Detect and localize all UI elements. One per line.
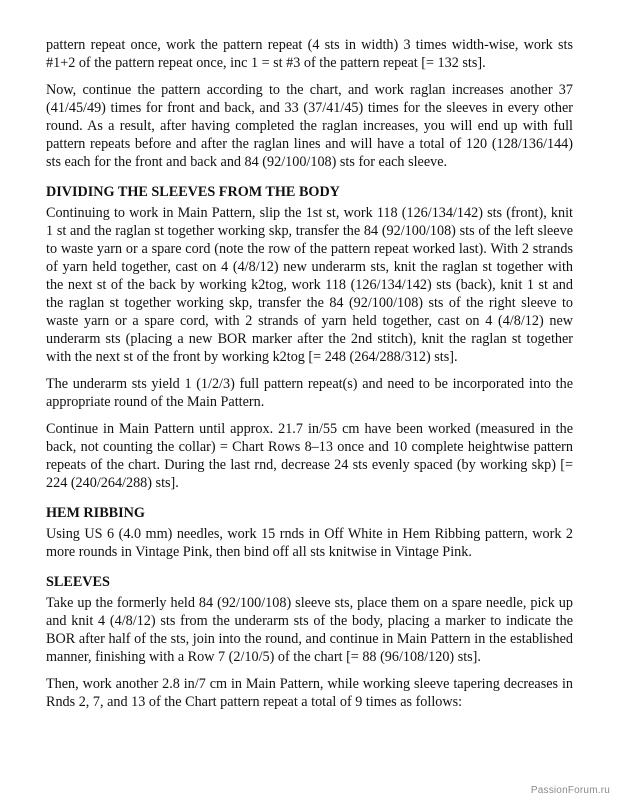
dividing-paragraph-1: Continuing to work in Main Pattern, slip the 1st st, work 118 (126/134/142) sts (front), knit 1 st and the raglan st together working skp, transfer the 84 (92/100/108) sts of the left sleeve to waste yarn or a spare cord (note the row of the pattern repeat worked last). With 2 strands of yarn held together, cast on 4 (4/8/12) new underarm sts, knit the raglan st together with the next st of the back by working k2tog, work 118 (126/134/142) sts (back), knit 1 st and the raglan st together working skp, transfer the 84 (92/100/108) sts of the right sleeve to waste yarn or a spare cord, with 2 strands of yarn held together, cast on 4 (4/8/12) new underarm sts (placing a new BOR marker after the 2nd stitch), knit the raglan st together with the next st of the front by working k2tog [= 248 (264/288/312) sts]. [46, 205, 573, 365]
section-heading-dividing-sleeves: DIVIDING THE SLEEVES FROM THE BODY [46, 184, 340, 200]
hem-ribbing-paragraph: Using US 6 (4.0 mm) needles, work 15 rnds in Off White in Hem Ribbing pattern, work 2 more rounds in Vintage Pink, then bind off all sts knitwise in Vintage Pink. [46, 526, 573, 560]
section-heading-sleeves: SLEEVES [46, 574, 110, 590]
dividing-paragraph-3: Continue in Main Pattern until approx. 21.7 in/55 cm have been worked (measured in the back, not counting the collar) = Chart Rows 8–13 once and 10 complete heightwise pattern repeats of the chart. During the last rnd, decrease 24 sts evenly spaced (by working skp) [= 224 (240/264/288) sts]. [46, 421, 573, 491]
section-heading-hem-ribbing: HEM RIBBING [46, 505, 145, 521]
dividing-paragraph-2: The underarm sts yield 1 (1/2/3) full pattern repeat(s) and need to be incorporated into the appropriate round of the Main Pattern. [46, 376, 573, 410]
document-body [46, 36, 573, 720]
site-watermark: PassionForum.ru [530, 785, 610, 796]
intro-paragraph-2: Now, continue the pattern according to the chart, and work raglan increases another 37 (41/45/49) times for front and back, and 33 (37/41/45) times for the sleeves in every other round. As a result, after having completed the raglan increases, you will end up with full pattern repeats before and after the raglan lines and will have a total of 120 (128/136/144) sts each for the front and back and 84 (92/100/108) sts for each sleeve. [46, 82, 573, 170]
sleeves-paragraph-2: Then, work another 2.8 in/7 cm in Main Pattern, while working sleeve tapering decreases in Rnds 2, 7, and 13 of the Chart pattern repeat a total of 9 times as follows: [46, 676, 573, 710]
intro-paragraph-1: pattern repeat once, work the pattern repeat (4 sts in width) 3 times width-wise, work sts #1+2 of the pattern repeat once, inc 1 = st #3 of the pattern repeat [= 132 sts]. [46, 37, 573, 71]
sleeves-paragraph-1: Take up the formerly held 84 (92/100/108) sleeve sts, place them on a spare needle, pick up and knit 4 (4/8/12) sts from the underarm sts of the body, placing a marker to indicate the BOR after half of the sts, join into the round, and continue in Main Pattern in the established manner, finishing with a Row 7 (2/10/5) of the chart [= 88 (96/108/120) sts]. [46, 595, 573, 665]
